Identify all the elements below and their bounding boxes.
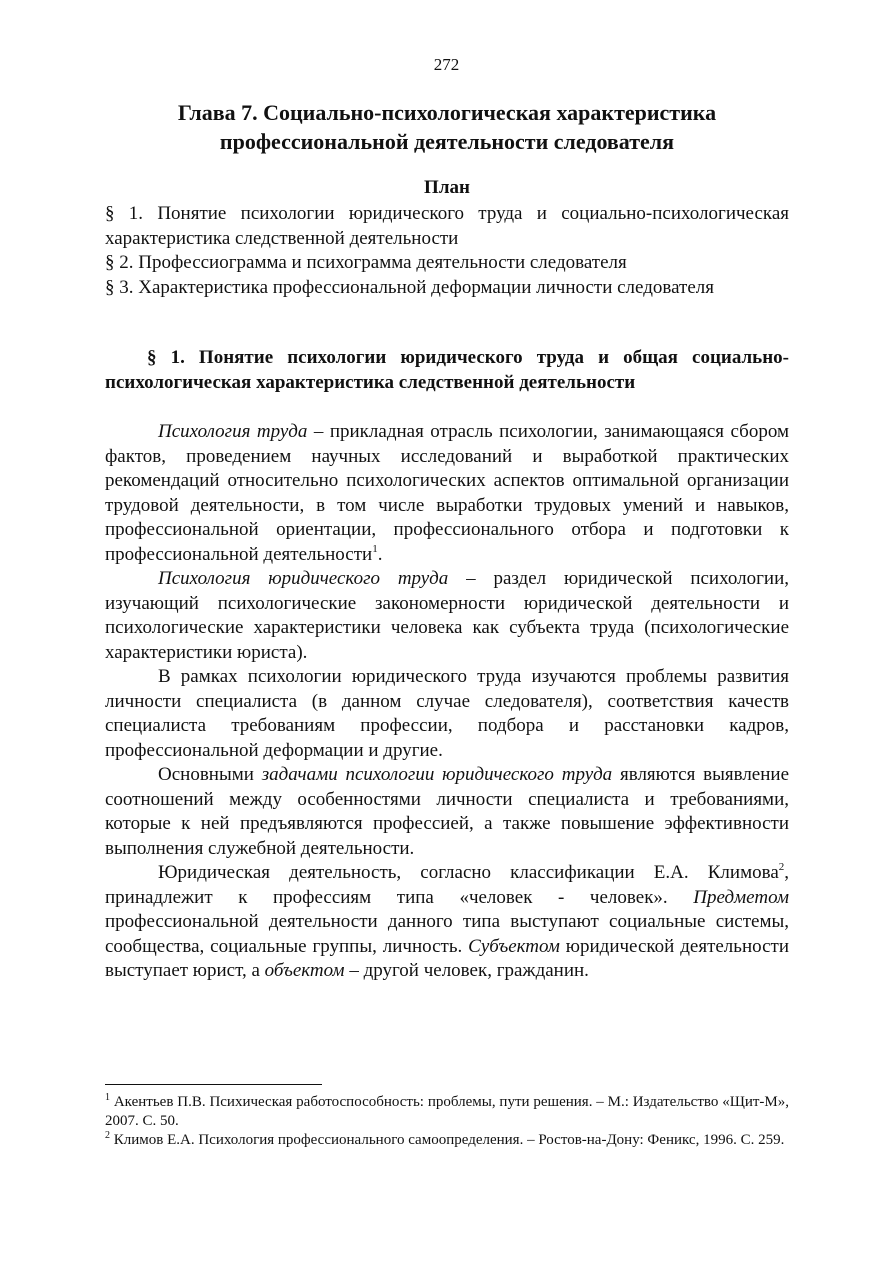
paragraph-3: В рамках психологии юридического труда изучаются проблемы развития личности специалиста (в данном случае следователя), соответствия качеств специалиста требованиям профессии, подбора и расстановки кадров, профессиональной деформации и другие. xyxy=(105,666,789,761)
body-text xyxy=(105,420,789,984)
term-subject: Субъектом xyxy=(468,935,560,957)
chapter-title-line-2: профессиональной деятельности следователя xyxy=(219,129,675,154)
page-number: 272 xyxy=(433,55,460,74)
paragraph-5: Юридическая деятельность, согласно классификации Е.А. Климова$^2$, принадлежит к профессиям типа «человек - человек». Предметом профессиональной деятельности данного типа выступают социальные системы, сообщества, социальные группы, личность. Субъектом юридической деятельности выступает юрист, а объектом – другой человек, гражданин. xyxy=(105,861,789,981)
plan-item-2: § 2. Профессиограмма и психограмма деятельности следователя xyxy=(105,252,627,273)
chapter-title xyxy=(105,98,789,156)
footnote-divider xyxy=(105,1084,322,1085)
section-heading: § 1. Понятие психологии юридического труда и общая социально-психологическая характеристика следственной деятельности xyxy=(105,347,789,393)
footnote-number-1: 1 xyxy=(105,1092,110,1103)
term-object: объектом xyxy=(264,960,345,981)
footnote-2: $^2$ Климов Е.А. Психология профессионального самоопределения. – Ростов-на-Дону: Феникс, 1996. С. 259. xyxy=(105,1130,785,1148)
paragraph-1: Психология труда – прикладная отрасль психологии, занимающаяся сбором фактов, проведением научных исследований и выработкой практических рекомендаций относительно психологических аспектов оптимальной организации трудовой деятельности, в том числе выработки трудовых умений и навыков, профессиональной ориентации, профессионального отбора и подготовки к профессиональной деятельности$^1$. xyxy=(105,421,789,565)
plan-item-3: § 3. Характеристика профессиональной деформации личности следователя xyxy=(105,276,714,298)
term-subject-matter: Предметом xyxy=(693,886,789,908)
term-psychology-of-labor: Психология труда xyxy=(158,421,308,442)
term-psychology-of-legal-labor: Психология юридического труда xyxy=(158,568,449,589)
footnote-1: $^1$ Акентьев П.В. Психическая работоспособность: проблемы, пути решения. – М.: Издательство «Щит-М», 2007. С. 50. xyxy=(105,1092,789,1129)
footnote-ref-1[interactable]: 1 xyxy=(372,542,378,555)
plan-heading: План xyxy=(424,177,470,198)
footnote-ref-2[interactable]: 2 xyxy=(778,861,785,873)
plan-list xyxy=(105,202,789,300)
term-tasks: задачами психологии юридического труда xyxy=(261,764,613,785)
plan-item-1: § 1. Понятие психологии юридического труда и социально-психологическая характеристика следственной деятельности xyxy=(105,203,789,249)
footnote-number-2: 2 xyxy=(105,1130,110,1141)
paragraph-2: Психология юридического труда – раздел юридической психологии, изучающий психологические закономерности юридической деятельности и психологические характеристики человека как субъекта труда (психологические характеристики юриста). xyxy=(105,568,789,663)
footnotes xyxy=(105,1093,789,1150)
chapter-title-line-1: Глава 7. Социально-психологическая характеристика xyxy=(177,100,717,125)
paragraph-4: Основными задачами психологии юридического труда являются выявление соотношений между особенностями личности специалиста и требованиями, которые к ней предъявляются профессией, а также повышение эффективности выполнения служебной деятельности. xyxy=(105,764,790,859)
